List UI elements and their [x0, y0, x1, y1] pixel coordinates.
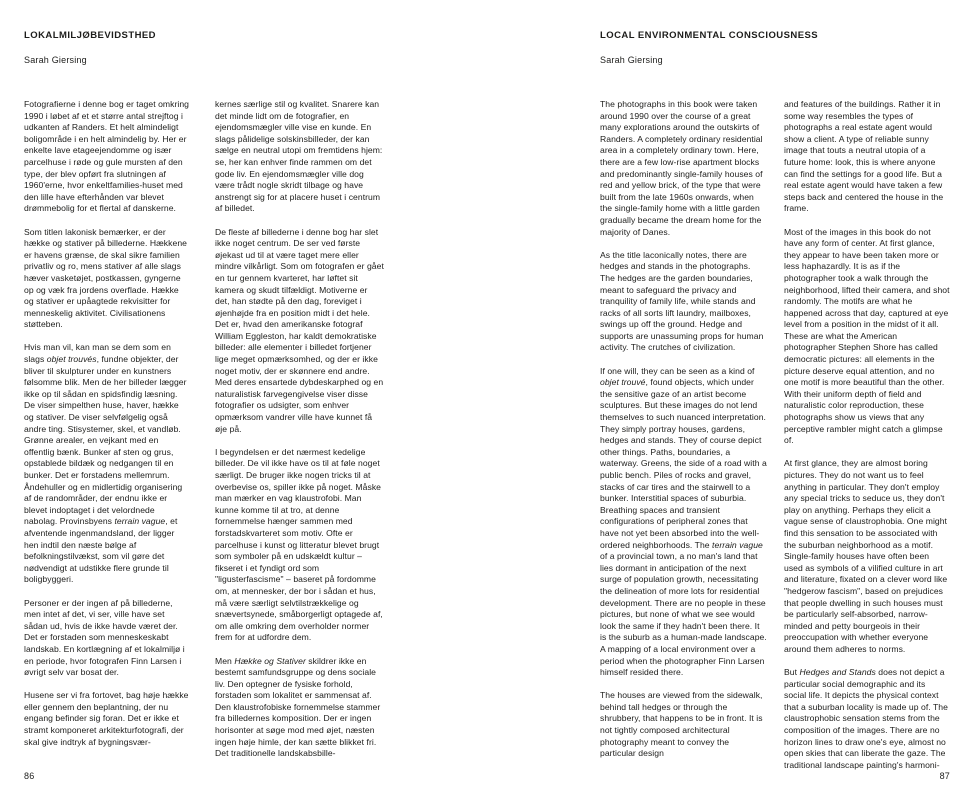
paragraph: De fleste af billederne i denne bog har slet ikke noget centrum. De ser ved første øjekast ud til at være taget mere eller mindre vilkårligt. Som om fotografen er gået en tur gennem kvarteret, har løftet sit kamera og skudt tilfældigt. Motiverne er det, han stødte på den dag, foreviget i øjenhøjde fra en position midt i det hele. Det er, hvad den amerikanske fotograf William Eggleston, har kaldt demokratiske billeder: alle elementer i billedet fortjener lige meget opmærksomhed, og der er ikke noget motiv, der er skønnere end andre. Med deres ensartede dybdeskarphed og en naturalistisk farvegengivelse viser disse fotografier os udsigter, som enhver opmærksom vandrer ville have kunnet få øje på. — [215, 226, 384, 434]
paragraph: The houses are viewed from the sidewalk, behind tall hedges or through the shrubbery, that happens to be in front. It is not tightly composed architectural photography meant to convey the particular design — [600, 690, 763, 759]
text-column-english-2 — [784, 99, 950, 771]
paragraph: Most of the images in this book do not have any form of center. At first glance, they appear to have been taken more or less haphazardly. It is as if the photographer took a walk through the neighborhood, lifted their camera, and shot randomly. The motifs are what he happened across that day, captured at eye level from a position in the midst of it all. These are what the American photographer Stephen Shore has called democratic pictures: all elements in the picture deserve equal attention, and no one motif is more beautiful than the other. With their uniform depth of field and naturalistic color reproduction, these photographs show us views that any perceptive rambler might catch a glimpse of. — [784, 226, 950, 446]
paragraph: kernes særlige stil og kvalitet. Snarere kan det minde lidt om de fotografier, en ejendomsmægler ville vise en kunde. En slags pålidelige solskinsbilleder, der kan sælge en neutral utopi om fremtidens hjem: se, her kan enhver finde rammen om det gode liv. En ejendomsmægler ville dog være trådt nogle skridt tilbage og have anstrengt sig for at placere huset i centrum af billedet. — [215, 99, 383, 214]
italic-phrase: terrain vague — [114, 516, 166, 527]
paragraph: Hvis man vil, kan man se dem som en slags objet trouvés, fundne objekter, der bliver til skulpturer under en kunstners følsomme blik. Men de her billeder lægger ikke op til sådan en spidsfindig læsning. De viser simpelthen huse, haver, hække og stativer. De viser selvfølgelig også andre ting. Stisystemer, skel, et vandløb. Grønne arealer, en vejkant med en offentlig bænk. Bunker af sten og grus, opstablede bildæk og nedgangen til en bunker. Det er forstadens mellemrum. Åndehuller og en midlertidig organisering af de randområder, der endnu ikke er blevet indoptaget i det velordnede nabolag. Provinsbyens terrain vague, et afventende ingenmandsland, der ligger hen indtil den næste bølge af befolkningstilvækst, som vil gøre det nødvendigt at udstikke flere grunde til boligbyggeri. — [24, 342, 187, 585]
italic-phrase: objet trouvé — [600, 377, 646, 388]
italic-phrase: terrain vague — [712, 539, 763, 550]
paragraph: Som titlen lakonisk bemærker, er der hække og stativer på billederne. Hækkene er havens grænse, de skal sikre familien privatliv og ro, mens stativer af alle slags hæver vasketøjet, postkassen, gyngerne op og væk fra jordens overflade. Hække og stativer er upåagtede rekvisitter for menneskelig aktivitet. Civilisationens støtteben. — [24, 226, 187, 330]
page-number-left: 86 — [24, 771, 35, 781]
italic-phrase: Hække og Stativer — [234, 655, 306, 666]
paragraph: Personer er der ingen af på billederne, men intet af det, vi ser, ville have set sådan ud, hvis de ikke havde været der. Det er forstaden som menneskeskabt landskab. En kortlægning af et lokalmiljø i en periode, hvor fotografen Finn Larsen i øvrigt selv var bosat der. — [24, 597, 185, 678]
paragraph: If one will, they can be seen as a kind of objet trouvé, found objects, which under the sensitive gaze of an artist become sculptures. But these images do not lend themselves to such nuanced interpretation. They simply portray houses, gardens, hedges and stands. They of course depict other things. Paths, boundaries, a waterway. Greens, the side of a road with a public bench. Piles of rocks and gravel, stacks of car tires and the stairwell to a bunker. Interstitial spaces of suburbia. Breathing spaces and transient configurations of peripheral zones that have not yet been absorbed into the well-ordered neighborhoods. The terrain vague of a provincial town, a no man's land that lies dormant in anticipation of the next surge of population growth, necessitating the delineation of more lots for residential development. There are no people in these pictures, but none of what we see would look the same if they hadn't been there. It is the suburb as a human-made landscape. A mapping of a local environment over a period when the photographer Finn Larsen himself resided there. — [600, 365, 767, 678]
paragraph: Fotografierne i denne bog er taget omkring 1990 i løbet af et et større antal strejftog i udkanten af Randers. Et helt almindeligt boligområde i en helt almindelig by. Her er enkelte lave etageejendomme og især parcelhuse i røde og gule mursten af den type, der blev opført fra slutningen af 1960'erne, hvor enkeltfamilies-huset med den lille have efterhånden var blevet drømmebolig for et flertal af danskerne. — [24, 99, 190, 214]
author-name: Sarah Giersing — [24, 55, 87, 65]
italic-phrase: objet trouvés — [46, 354, 97, 365]
paragraph: Husene ser vi fra fortovet, bag høje hække eller gennem den beplantning, der nu engang befinder sig foran. Det er ikke et stramt komponeret arkitekturfotografi, der skal give indtryk af bygningsvær- — [24, 690, 189, 747]
page-number-right: 87 — [939, 771, 950, 781]
paragraph: Men Hække og Stativer skildrer ikke en bestemt samfundsgruppe og dens sociale liv. Den optegner de fysiske forhold, forstaden som lokalitet er sammensat af. Den klaustrofobiske fornemmelse stammer fra billedernes komposition. Der er ingen horisonter at søge mod med øjet, næsten ingen høje himle, der kan sætte blikket fri. Det traditionelle landskabsbille- — [215, 655, 381, 759]
paragraph: At first glance, they are almost boring pictures. They do not want us to feel anything in particular. They don't employ any special tricks to seduce us, they don't play on anything. Perhaps they elicit a vague sense of claustrophobia. One might find this sensation to be associated with the suburban neighborhood as a motif. Single-family houses have often been used as symbols of a vilified culture in art and literature, fixated on a clever word like "hedgerow fascism", based on prejudices that people dwelling in such houses must be particularly self-absorbed, narrow-minded and petty bourgeois in their preoccupation with whether everyone around them adheres to norms. — [784, 458, 948, 654]
text-column-danish-1 — [24, 99, 189, 748]
text-column-danish-2 — [215, 99, 384, 760]
paragraph: But Hedges and Stands does not depict a particular social demographic and its social life. It depicts the physical context that a suburban locality is made up of. The claustrophobic sensation stems from the composition of the images. There are no horizon lines to draw one's eye, almost no open skies that can liberate the gaze. The traditional landscape painting's harmoni- — [784, 667, 948, 770]
page-title-danish: LOKALMILJØBEVIDSTHED — [24, 30, 156, 41]
author-name: Sarah Giersing — [600, 55, 663, 65]
paragraph: As the title laconically notes, there are hedges and stands in the photographs. The hedges are the garden boundaries, meant to safeguard the privacy and tranquility of family life, while stands and racks of all sorts lift laundry, mailboxes, swings up off the ground. Hedge and supports are unassuming props for human activity. The crutches of civilization. — [600, 249, 764, 353]
paragraph: and features of the buildings. Rather it in some way resembles the types of photographs a real estate agent would show a client. A type of reliable sunny image that touts a neutral utopia of a future home: look, this is where anyone can find the settings for a good life. But a real estate agent would have taken a few steps back and centered the house in the frame. — [784, 99, 944, 214]
paragraph: I begyndelsen er det nærmest kedelige billeder. De vil ikke have os til at føle noget særligt. De bruger ikke nogen tricks til at overbevise os, spiller ikke på noget. Måske man mærker en vag klaustrofobi. Man kunne komme til at tro, at denne fornemmelse hænger sammen med forstadskvarteret som motiv. Ofte er parcelhuse i kunst og litteratur blevet brugt som symboler på en udskældt kultur – fikseret i et fyndigt ord som "ligusterfascisme" – baseret på fordomme om, at mennesker, der bor i sådan et hus, må være særligt selvtilstrækkelige og snævertsynede, småborgerligt optagede af, om alle omkring dem overholder normer frem for at udfordre dem. — [215, 446, 383, 643]
page-title-english: LOCAL ENVIRONMENTAL CONSCIOUSNESS — [600, 30, 819, 41]
italic-phrase: Hedges and Stands — [799, 667, 876, 678]
paragraph: The photographs in this book were taken around 1990 over the course of a great many explorations around the outskirts of Randers. A completely ordinary residential area in a completely ordinary town. Here, there are a few low-rise apartment blocks and predominantly single-family houses of red and yellow brick, of the type that were built from the late 1960s onwards, when the single-family home with a little garden gradually became the dream home for the majority of Danes. — [600, 99, 763, 237]
text-column-english-1 — [600, 99, 767, 760]
